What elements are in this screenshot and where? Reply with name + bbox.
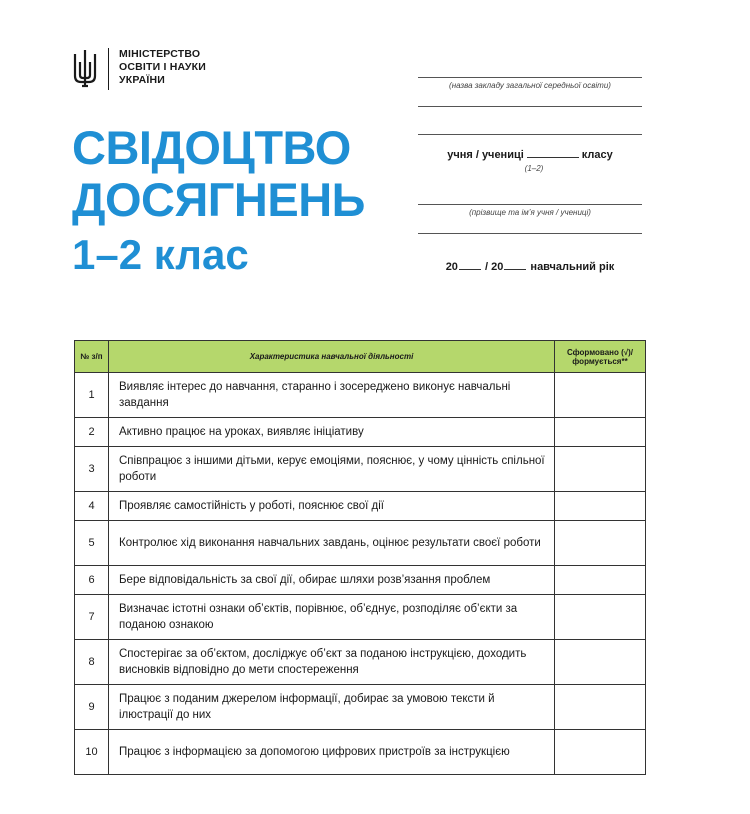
row-text: Проявляє самостійність у роботі, пояснює свої дії (109, 492, 555, 521)
ministry-divider (108, 48, 109, 90)
row-num: 1 (75, 373, 109, 418)
row-text: Виявляє інтерес до навчання, старанно і зосереджено виконує навчальні завдання (109, 373, 555, 418)
status-cell[interactable] (555, 730, 646, 775)
grade-blank[interactable] (527, 148, 579, 158)
row-num: 7 (75, 595, 109, 640)
row-text: Визначає істотні ознаки об’єктів, порівнює, об’єднує, розподіляє об’єкти за поданою ознакою (109, 595, 555, 640)
status-cell[interactable] (555, 685, 646, 730)
status-cell[interactable] (555, 492, 646, 521)
trident-icon (72, 48, 98, 88)
row-num: 4 (75, 492, 109, 521)
status-cell[interactable] (555, 418, 646, 447)
row-num: 9 (75, 685, 109, 730)
title-grade: 1–2 клас (72, 231, 249, 278)
academic-year-line (418, 260, 642, 273)
ministry-line-1: МІНІСТЕРСТВО (119, 48, 201, 60)
school-name-line-2[interactable] (418, 106, 642, 107)
pupil-grade-line (418, 148, 642, 161)
table-row (75, 492, 646, 521)
table-row (75, 418, 646, 447)
header-status: Сформовано (√)/ формується** (555, 341, 646, 373)
name-caption: (прізвище та ім’я учня / учениці) (469, 208, 591, 217)
ministry-line-2: ОСВІТИ І НАУКИ (119, 61, 207, 73)
header-characteristic: Характеристика навчальної діяльності (109, 341, 555, 373)
row-num: 5 (75, 521, 109, 566)
title-line-1: СВІДОЦТВО (72, 121, 351, 174)
pupil-prefix: учня / учениці (447, 149, 524, 161)
title-line-2: ДОСЯГНЕНЬ (72, 173, 365, 226)
row-text: Працює з поданим джерелом інформації, добирає за умовою тексти й ілюстрації до них (109, 685, 555, 730)
year-start-blank[interactable] (459, 260, 481, 270)
pupil-suffix: класу (581, 149, 613, 161)
table-row (75, 685, 646, 730)
year-end-blank[interactable] (504, 260, 526, 270)
row-num: 8 (75, 640, 109, 685)
row-text: Спостерігає за об’єктом, досліджує об’єкт за поданою інструкцією, доходить висновків відповідно до мети спостереження (109, 640, 555, 685)
school-caption: (назва закладу загальної середньої освіти) (449, 81, 611, 90)
ministry-header (72, 48, 206, 90)
table-row (75, 521, 646, 566)
status-cell[interactable] (555, 447, 646, 492)
table-header-row (75, 341, 646, 373)
row-num: 10 (75, 730, 109, 775)
table-row (75, 730, 646, 775)
status-cell[interactable] (555, 566, 646, 595)
school-name-line-1[interactable] (418, 77, 642, 78)
status-cell[interactable] (555, 595, 646, 640)
table-row (75, 640, 646, 685)
table-row (75, 373, 646, 418)
document-title (72, 122, 365, 282)
grade-caption: (1–2) (524, 164, 544, 173)
status-cell[interactable] (555, 521, 646, 566)
row-num: 6 (75, 566, 109, 595)
table-row (75, 566, 646, 595)
row-text: Контролює хід виконання навчальних завдань, оцінює результати своєї роботи (109, 521, 555, 566)
table-row (75, 447, 646, 492)
row-text: Працює з інформацією за допомогою цифрових пристроїв за інструкцією (109, 730, 555, 775)
achievements-table (74, 340, 645, 775)
status-cell[interactable] (555, 640, 646, 685)
year-middle: / 20 (485, 261, 504, 273)
ministry-name (119, 48, 206, 87)
pupil-name-line-1[interactable] (418, 204, 642, 205)
ministry-line-3: УКРАЇНИ (119, 74, 166, 86)
row-text: Активно працює на уроках, виявляє ініціативу (109, 418, 555, 447)
row-text: Співпрацює з іншими дітьми, керує емоціями, пояснює, у чому цінність спільної роботи (109, 447, 555, 492)
year-suffix: навчальний рік (530, 261, 615, 273)
status-cell[interactable] (555, 373, 646, 418)
header-num: № з/п (75, 341, 109, 373)
year-prefix: 20 (445, 261, 458, 273)
row-num: 3 (75, 447, 109, 492)
table-row (75, 595, 646, 640)
pupil-name-line-2[interactable] (418, 233, 642, 234)
row-num: 2 (75, 418, 109, 447)
school-name-line-3[interactable] (418, 134, 642, 135)
row-text: Бере відповідальність за свої дії, обирає шляхи розв’язання проблем (109, 566, 555, 595)
